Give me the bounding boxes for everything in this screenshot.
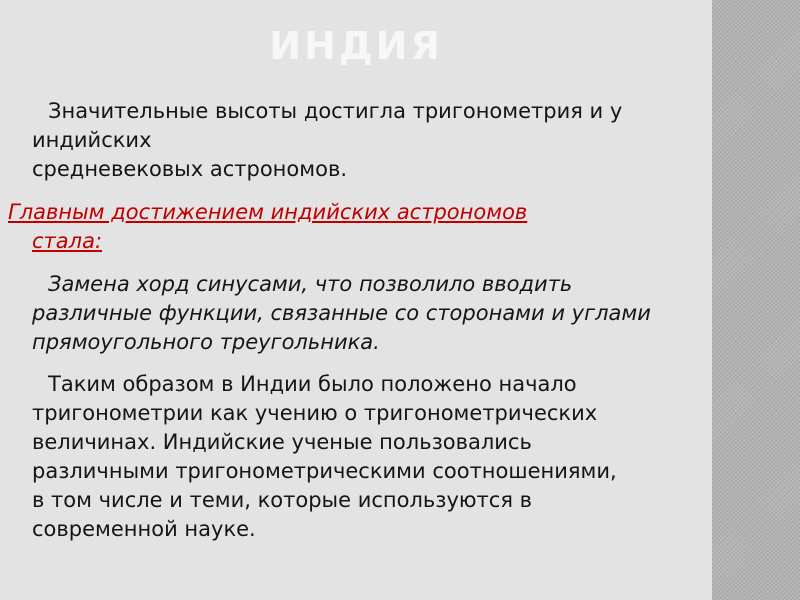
conclusion-line-6: современной науке. bbox=[32, 517, 256, 541]
intro-paragraph bbox=[32, 97, 712, 184]
achievement-heading-line-2: стала: bbox=[32, 229, 103, 253]
slide-title: ИНДИЯ bbox=[269, 24, 443, 68]
intro-line-1: Значительные высоты достигла тригонометрия и у bbox=[48, 99, 623, 123]
conclusion-line-3: величинах. Индийские ученые пользовались bbox=[32, 430, 532, 454]
intro-line-2: индийских bbox=[32, 128, 152, 152]
achievement-line-3: прямоугольного треугольника. bbox=[32, 330, 380, 354]
achievement-line-1: Замена хорд синусами, что позволило вводить bbox=[48, 272, 573, 296]
achievement-line-2: различные функции, связанные со сторонами и углами bbox=[32, 301, 651, 325]
achievement-paragraph bbox=[32, 270, 752, 357]
conclusion-line-2: тригонометрии как учению о тригонометрических bbox=[32, 401, 598, 425]
achievement-heading-line-1: Главным достижением индийских астрономов bbox=[8, 200, 528, 224]
conclusion-line-5: в том числе и теми, которые используются в bbox=[32, 488, 533, 512]
achievement-heading bbox=[8, 198, 708, 256]
conclusion-line-4: различными тригонометрическими соотношениями, bbox=[32, 459, 617, 483]
conclusion-paragraph bbox=[32, 370, 712, 544]
intro-line-3: средневековых астрономов. bbox=[32, 157, 347, 181]
conclusion-line-1: Таким образом в Индии было положено начало bbox=[48, 372, 577, 396]
